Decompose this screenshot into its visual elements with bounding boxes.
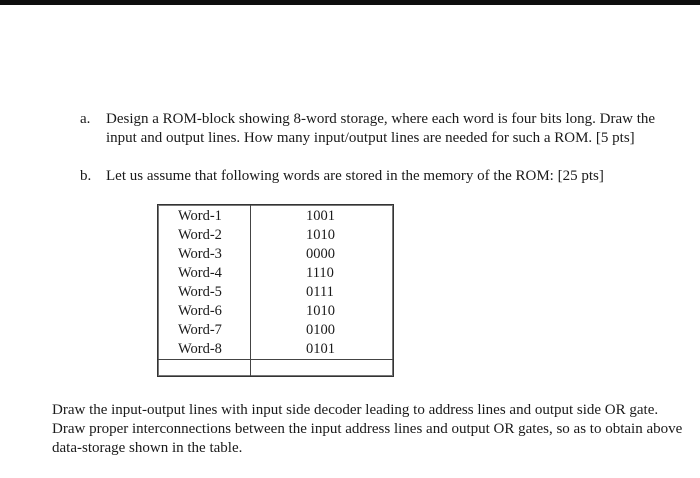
word-label: Word-4 bbox=[178, 265, 222, 281]
instructions-paragraph: Draw the input-output lines with input side decoder leading to address lines and output side OR gate. Draw proper interconnections between the input address lines and output OR gates, so as to obtain above data-storage shown in the table. bbox=[52, 402, 683, 456]
table-empty-row-divider bbox=[158, 359, 393, 360]
word-label: Word-5 bbox=[178, 284, 222, 300]
table-row bbox=[158, 226, 393, 245]
word-label: Word-3 bbox=[178, 246, 222, 262]
question-a-text: Design a ROM-block showing 8-word storage, where each word is four bits long. Draw the input and output lines. How many input/output lines are needed for such a ROM. [5 pts] bbox=[106, 111, 656, 146]
word-label: Word-8 bbox=[178, 341, 222, 357]
table-row bbox=[158, 264, 393, 283]
table-row bbox=[158, 321, 393, 340]
table-row bbox=[158, 340, 393, 359]
word-label: Word-6 bbox=[178, 303, 222, 319]
word-label: Word-1 bbox=[178, 208, 222, 224]
table-row bbox=[158, 245, 393, 264]
word-value: 1010 bbox=[306, 227, 335, 243]
word-value: 1010 bbox=[306, 303, 335, 319]
question-a-marker: a. bbox=[80, 111, 91, 127]
word-value: 1110 bbox=[306, 265, 334, 281]
question-b-text: Let us assume that following words are stored in the memory of the ROM: [25 pts] bbox=[106, 168, 604, 184]
word-label: Word-2 bbox=[178, 227, 222, 243]
word-label: Word-7 bbox=[178, 322, 222, 338]
word-value: 1001 bbox=[306, 208, 335, 224]
table-row bbox=[158, 283, 393, 302]
rom-word-table bbox=[157, 204, 394, 377]
word-value: 0111 bbox=[306, 284, 334, 300]
question-b bbox=[80, 167, 685, 186]
top-border-bar bbox=[0, 0, 700, 5]
table-row bbox=[158, 302, 393, 321]
word-value: 0100 bbox=[306, 322, 335, 338]
word-value: 0000 bbox=[306, 246, 335, 262]
table-row bbox=[158, 207, 393, 226]
question-b-marker: b. bbox=[80, 168, 92, 184]
question-a bbox=[80, 110, 685, 148]
word-value: 0101 bbox=[306, 341, 335, 357]
